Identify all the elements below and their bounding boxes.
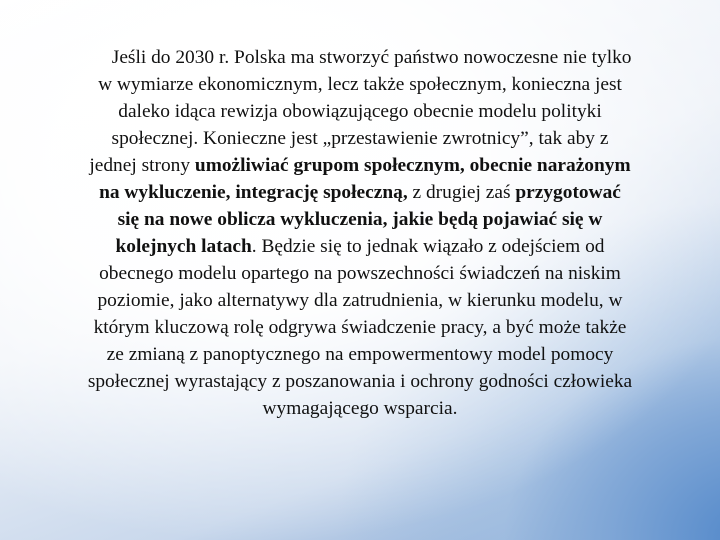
text-segment: z drugiej zaś	[407, 182, 516, 203]
text-segment: ze zmianą z panoptycznego na empowermentowy model pomocy	[106, 344, 614, 365]
text-segment: którym kluczową rolę odgrywa świadczenie pracy, a być może także	[93, 317, 627, 338]
paragraph-line	[18, 44, 702, 71]
paragraph-line	[18, 368, 702, 395]
paragraph-line	[18, 71, 702, 98]
paragraph-line	[18, 233, 702, 260]
paragraph-line	[18, 341, 702, 368]
text-segment: poziomie, jako alternatywy dla zatrudnienia, w kierunku modelu, w	[97, 290, 623, 311]
bold-text-segment: na wykluczenie, integrację społeczną,	[99, 182, 408, 203]
text-segment: w wymiarze ekonomicznym, lecz także społecznym, konieczna jest	[98, 74, 622, 95]
paragraph-line	[18, 287, 702, 314]
paragraph-line	[18, 206, 702, 233]
text-segment: jednej strony	[89, 155, 195, 176]
paragraph-line	[18, 98, 702, 125]
text-segment: Jeśli do 2030 r. Polska ma stworzyć państwo nowoczesne nie tylko	[111, 47, 632, 68]
paragraph-line	[18, 152, 702, 179]
body-paragraph	[18, 44, 702, 422]
text-segment: . Będzie się to jednak wiązało z odejściem od	[251, 236, 605, 257]
paragraph-line	[18, 179, 702, 206]
paragraph-line	[18, 314, 702, 341]
text-segment: społecznej wyrastający z poszanowania i ochrony godności człowieka	[87, 371, 633, 392]
paragraph-line	[18, 395, 702, 422]
text-segment: obecnego modelu opartego na powszechności świadczeń na niskim	[99, 263, 621, 284]
paragraph-line	[18, 125, 702, 152]
bold-text-segment: przygotować	[515, 182, 621, 203]
bold-text-segment: się na nowe oblicza wykluczenia, jakie będą pojawiać się w	[117, 209, 603, 230]
paragraph-line	[18, 260, 702, 287]
text-segment: daleko idąca rewizja obowiązującego obecnie modelu polityki	[118, 101, 602, 122]
bold-text-segment: kolejnych latach	[115, 236, 252, 257]
text-segment: społecznej. Konieczne jest „przestawienie zwrotnicy”, tak aby z	[111, 128, 609, 149]
text-segment: wymagającego wsparcia.	[262, 398, 458, 419]
bold-text-segment: umożliwiać grupom społecznym, obecnie narażonym	[194, 155, 631, 176]
